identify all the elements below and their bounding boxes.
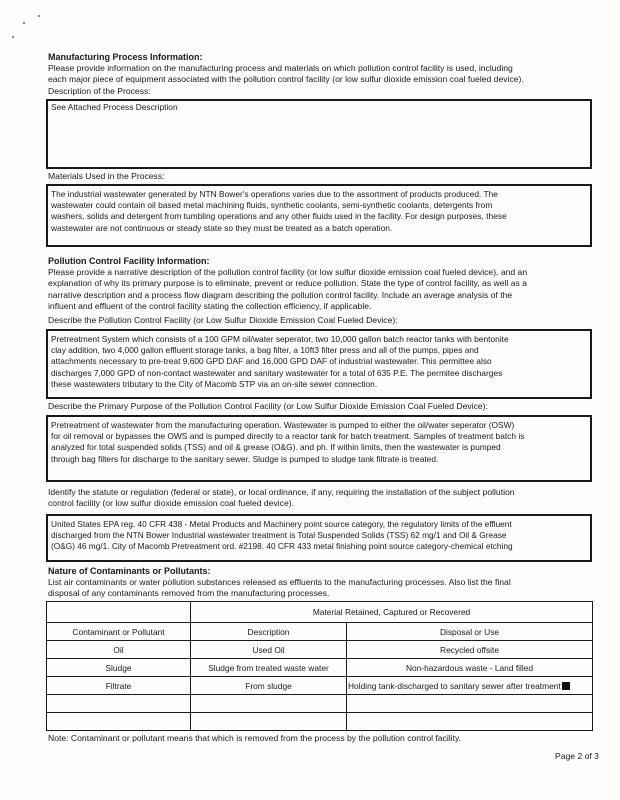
table-cell[interactable] <box>191 713 347 731</box>
statute-box-line: United States EPA reg. 40 CFR 438 - Metal Products and Machinery point source category, the regulatory limits of the effluent <box>51 519 512 529</box>
disposal-text: Holding tank-discharged to sanitary sewer after treatment <box>348 680 561 691</box>
nature-line: disposal of any contaminants removed from the manufacturing processes. <box>48 588 330 599</box>
pcf-description-box[interactable] <box>46 329 592 399</box>
process-box-line: See Attached Process Description <box>51 102 178 112</box>
table-cell[interactable]: Sludge from treated waste water <box>191 659 347 677</box>
scan-speck <box>23 22 25 24</box>
pcf-heading: Pollution Control Facility Information: <box>48 256 210 266</box>
column-header: Contaminant or Pollutant <box>47 623 191 641</box>
group-header: Material Retained, Captured or Recovered <box>191 602 593 623</box>
table-cell[interactable] <box>347 677 593 695</box>
table-cell[interactable]: Recycled offsite <box>347 641 593 659</box>
statute-box[interactable] <box>46 514 592 562</box>
purpose-line: for oil removal or bypasses the OWS and is pumped directly to a reactor tank for batch treatment. Samples of treatment batch is <box>51 431 525 442</box>
table-cell <box>47 602 191 623</box>
mfg-heading: Manufacturing Process Information: <box>48 52 203 62</box>
pcf-line: explanation of why its primary purpose is to eliminate, prevent or reduce pollution. State the type of control facility, as well as a <box>48 278 527 289</box>
pcf-desc-line: clay addition, two 4,000 gallon effluent storage tanks, a bag filter, a 10ft3 filter press and all of the pumps, pipes and <box>51 345 479 356</box>
nature-instructions <box>48 577 511 600</box>
purpose-label: Describe the Primary Purpose of the Pollution Control Facility (or Low Sulfur Dioxide Emission Coal Fueled Device): <box>48 401 488 411</box>
statute-line: control facility (or low sulfur dioxide emission coal fueled device). <box>48 498 294 509</box>
purpose-line: analyzed for total suspended solids (TSS) and oil & grease (O&G). and ph. If within limits, then the wastewater is pumped <box>51 442 501 453</box>
pcf-desc-line: Pretreatment System which consists of a 100 GPM oil/water seperator, two 10,000 gallon batch reactor tanks with bentonite <box>51 334 509 344</box>
pcf-desc-line: attachments necessary to pre-treat 9,600 GPD DAF and 16,000 GPD DAF of industrial wastewater. This permittee also <box>51 356 492 367</box>
table-cell[interactable]: Oil <box>47 641 191 659</box>
materials-line: washers, solids and detergent from tumbling operations and any other fluids used in the facility. For design purposes, these <box>51 211 507 222</box>
materials-label: Materials Used in the Process: <box>48 171 165 181</box>
mfg-line: each major piece of equipment associated with the pollution control facility (or low sulfur dioxide emission coal fueled device). <box>48 74 524 85</box>
statute-box-line: (O&G) 46 mg/1. City of Macomb Pretreatment ord. #2198. 40 CFR 433 metal finishing point source category-chemical etching <box>51 541 513 552</box>
nature-heading: Nature of Contaminants or Pollutants: <box>48 566 211 576</box>
table-row <box>47 713 593 731</box>
process-description-box[interactable] <box>46 99 592 169</box>
scan-mark-icon <box>562 682 570 690</box>
table-cell[interactable] <box>47 713 191 731</box>
purpose-box[interactable] <box>46 415 592 482</box>
table-cell[interactable] <box>347 695 593 713</box>
statute-box-line: discharged from the NTN Bower Industrial wastewater treatment is Total Suspended Solids (TSS) 62 mg/1 and Oil & Grease <box>51 530 507 541</box>
table-cell[interactable] <box>347 713 593 731</box>
describe-label: Describe the Pollution Control Facility (or Low Sulfur Dioxide Emission Coal Fueled Device): <box>48 315 398 325</box>
pcf-desc-line: these wastewaters tributary to the City of Macomb STP via an on-site sewer connection. <box>51 378 378 389</box>
scan-speck <box>38 15 40 17</box>
note-text: Note: Contaminant or pollutant means that which is removed from the process by the pollution control facility. <box>48 733 462 743</box>
table-row <box>47 641 593 659</box>
table-row <box>47 677 593 695</box>
contaminants-table <box>46 601 593 731</box>
materials-line: wastewater could contain oil based metal machining fluids, synthetic coolants, semi-synthetic coolants, detergents from <box>51 200 493 211</box>
table-cell[interactable]: Non-hazardous waste - Land filled <box>347 659 593 677</box>
purpose-line: Pretreatment of wastewater from the manufacturing operation. Wastewater is pumped to either the oil/water seperator (OSW) <box>51 420 515 430</box>
page-number: Page 2 of 3 <box>555 751 599 761</box>
pcf-instructions <box>48 267 527 313</box>
statute-instructions <box>48 487 515 510</box>
table-cell[interactable]: Used Oil <box>191 641 347 659</box>
column-header: Description <box>191 623 347 641</box>
materials-box[interactable] <box>46 184 592 247</box>
table-group-row <box>47 602 593 623</box>
pcf-desc-line: discharges 7,000 GPD of non-contact wastewater and sanitary wastewater for a total of 635 P.E. The permitee discharges <box>51 367 503 378</box>
table-row <box>47 659 593 677</box>
table-row <box>47 695 593 713</box>
materials-line: wastewater are not continuous or steady state so they must be treated as a batch operation. <box>51 222 393 233</box>
nature-line: List air contaminants or water pollution substances released as effluents to the manufacturing processes. Also list the final <box>48 577 511 587</box>
table-cell[interactable]: Filtrate <box>47 677 191 695</box>
purpose-line: through bag filters for discharge to the sanitary sewer. Sludge is pumped to sludge tank filtrate is treated. <box>51 453 439 464</box>
scan-speck <box>12 36 14 38</box>
pcf-line: narrative description and a process flow diagram describing the pollution control facility. Include an average analysis of the <box>48 289 513 300</box>
table-cell[interactable] <box>47 695 191 713</box>
statute-line: Identify the statute or regulation (federal or state), or local ordinance, if any, requiring the installation of the subject pollution <box>48 487 515 497</box>
mfg-line: Please provide information on the manufacturing process and materials on which pollution control facility is used, including <box>48 63 513 73</box>
table-cell[interactable]: From sludge <box>191 677 347 695</box>
table-header-row <box>47 623 593 641</box>
table-cell[interactable] <box>191 695 347 713</box>
pcf-line: Please provide a narrative description of the pollution control facility (or low sulfur dioxide emission coal fueled device), and an <box>48 267 528 277</box>
table-cell[interactable]: Sludge <box>47 659 191 677</box>
pcf-line: influent and effluent of the control facility stating the collection efficiency, if applicable. <box>48 301 372 312</box>
mfg-line: Description of the Process: <box>48 85 151 96</box>
mfg-instructions <box>48 63 524 97</box>
column-header: Disposal or Use <box>347 623 593 641</box>
materials-line: The industrial wastewater generated by NTN Bower's operations varies due to the assortment of products produced. The <box>51 189 498 199</box>
